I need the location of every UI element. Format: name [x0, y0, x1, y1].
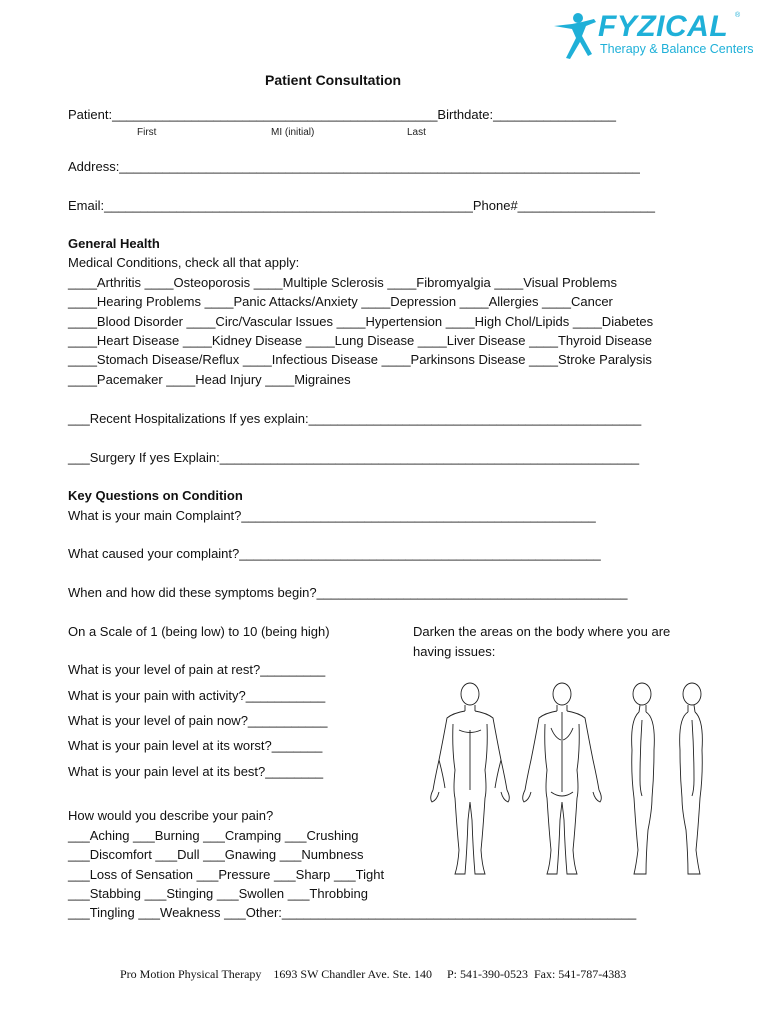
surgery-line[interactable]: ___Surgery If yes Explain:__________________________________________________________: [68, 450, 640, 465]
pain-question[interactable]: What is your pain level at its worst?_______: [68, 738, 323, 753]
general-health-heading: General Health: [68, 236, 160, 251]
main-complaint-line[interactable]: What is your main Complaint?_________________________________________________: [68, 508, 596, 523]
condition-row[interactable]: ____Blood Disorder ____Circ/Vascular Issues ____Hypertension ____High Chol/Lipids ____Diabetes: [68, 314, 654, 329]
body-diagram-instruction: Darken the areas on the body where you are: [413, 624, 671, 639]
figure-logo-icon: [552, 12, 598, 60]
first-name-label: First: [137, 127, 157, 138]
logo-trademark: ®: [735, 12, 741, 19]
onset-line[interactable]: When and how did these symptoms begin?___________________________________________: [68, 585, 628, 600]
pain-question[interactable]: What is your pain with activity?___________: [68, 688, 326, 703]
body-back-figure[interactable]: [515, 680, 610, 880]
pain-type-row[interactable]: ___Discomfort ___Dull ___Gnawing ___Numbness: [68, 847, 364, 862]
body-diagram-instruction-2: having issues:: [413, 644, 496, 659]
hospitalizations-line[interactable]: ___Recent Hospitalizations If yes explain:______________________________________________: [68, 411, 642, 426]
body-left-side-figure[interactable]: [618, 680, 668, 880]
pain-scale-intro: On a Scale of 1 (being low) to 10 (being high): [68, 624, 330, 639]
condition-row[interactable]: ____Hearing Problems ____Panic Attacks/Anxiety ____Depression ____Allergies ____Cancer: [68, 294, 613, 309]
mi-label: MI (initial): [271, 127, 315, 138]
pain-type-row[interactable]: ___Loss of Sensation ___Pressure ___Sharp ___Tight: [68, 867, 385, 882]
condition-row[interactable]: ____Stomach Disease/Reflux ____Infectious Disease ____Parkinsons Disease ____Stroke Paralysis: [68, 352, 652, 367]
key-questions-heading: Key Questions on Condition: [68, 488, 243, 503]
address-line[interactable]: Address:________________________________________________________________________: [68, 159, 640, 174]
pain-type-row[interactable]: ___Stabbing ___Stinging ___Swollen ___Throbbing: [68, 886, 368, 901]
condition-row[interactable]: ____Pacemaker ____Head Injury ____Migraines: [68, 372, 351, 387]
patient-birthdate-line[interactable]: Patient:_____________________________________________Birthdate:_________________: [68, 107, 616, 122]
last-name-label: Last: [407, 127, 426, 138]
pain-type-row[interactable]: ___Aching ___Burning ___Cramping ___Crushing: [68, 828, 359, 843]
pain-question[interactable]: What is your level of pain now?___________: [68, 713, 328, 728]
pain-type-row[interactable]: ___Tingling ___Weakness ___Other:_________________________________________________: [68, 905, 637, 920]
cause-line[interactable]: What caused your complaint?__________________________________________________: [68, 546, 601, 561]
logo-tagline: Therapy & Balance Centers: [600, 42, 754, 56]
pain-question[interactable]: What is your pain level at its best?________: [68, 764, 324, 779]
logo-wordmark: FYZICAL: [598, 10, 729, 43]
medical-conditions-intro: Medical Conditions, check all that apply:: [68, 255, 300, 270]
footer-contact: Pro Motion Physical Therapy 1693 SW Chandler Ave. Ste. 140 P: 541-390-0523 Fax: 541-787-4383: [120, 967, 627, 981]
condition-row[interactable]: ____Arthritis ____Osteoporosis ____Multiple Sclerosis ____Fibromyalgia ____Visual Problems: [68, 275, 617, 290]
pain-description-question: How would you describe your pain?: [68, 808, 274, 823]
body-front-figure[interactable]: [425, 680, 515, 880]
pain-question[interactable]: What is your level of pain at rest?_________: [68, 662, 326, 677]
condition-row[interactable]: ____Heart Disease ____Kidney Disease ____Lung Disease ____Liver Disease ____Thyroid Disease: [68, 333, 652, 348]
body-right-side-figure[interactable]: [668, 680, 718, 880]
email-phone-line[interactable]: Email:___________________________________________________Phone#___________________: [68, 198, 656, 213]
form-title: Patient Consultation: [265, 72, 402, 88]
